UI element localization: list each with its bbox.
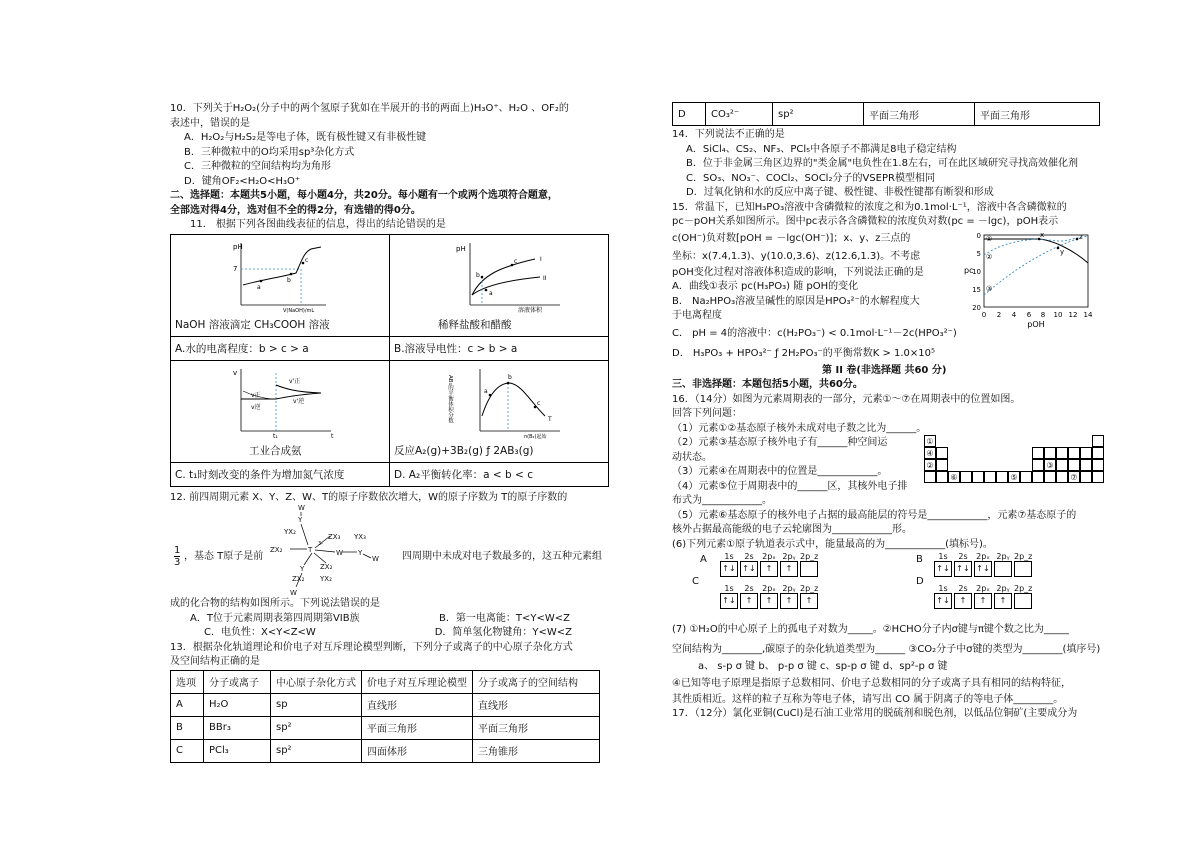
q15-line5: pOH变化过程对溶液体积造成的影响，下列说法正确的是 [672,266,924,278]
q14-option-a: A．SiCl₄、CS₂、NF₃、PCl₅中各原子不都满足8电子稳定结构 [686,143,957,155]
q16-part7e: 其性质相近。这样的粒子互称为等电子体，请写出 CO 属于阴离子的等电子体________。 [672,693,1064,705]
q11d-pt-a: a [484,387,488,395]
q11b-ylabel: pH [456,244,466,253]
q13-th-option: 选项 [171,670,204,693]
periodic-cell [1092,471,1104,483]
periodic-cell: ② [924,459,936,471]
question-14 [672,128,1102,201]
q16-part6: (6)下列元素①原子轨道表示式中，能量最高的为____________(填标号)。 [672,538,993,550]
q15-option-b1: B． Na₂HPO₃溶液呈碱性的原因是HPO₃²⁻的水解程度大 [672,295,920,307]
periodic-cell [1056,471,1068,483]
q10-stem-line1: 10．下列关于H₂O₂(分子中的两个氢原子犹如在半展开的书的两面上)H₃O⁺、H₂O 、OF₂的 [170,103,569,114]
periodic-cell [960,471,972,483]
q15-pt-x: x [1040,230,1045,239]
q11b-pt-a: a [489,289,493,297]
orbital-diagram-b: 1s ↑↓ 2s ↑↓ 2pₓ ↑↓ 2pᵧ 2p_z [934,552,1032,577]
xtick: 10 [1053,310,1063,319]
q11-chart-c [171,361,389,439]
q16-part7d: ④已知等电子原理是指原子总数相同、价电子总数相同的分子或离子具有相同的结构特征， [672,677,1071,689]
question-12 [170,491,600,641]
q11b-pt-b: b [476,271,480,279]
q11-chart-d [390,361,608,439]
xtick: 14 [1083,310,1093,319]
q11a-ylabel: pH [233,242,243,251]
periodic-cell: ④ [924,447,936,459]
q13-cell: BBr₃ [204,716,271,739]
struct-y-low: Y [300,565,305,573]
q15-option-a: A．曲线①表示 pc(H₃PO₃) 随 pOH的变化 [672,281,859,292]
struct-w-mid: W [336,549,343,557]
q13-cell: sp² [271,739,362,762]
q14-option-d: D．过氧化钠和水的反应中离子键、极性键、非极性键都有断裂和形成 [686,187,994,198]
q11-answer-c-cell [171,462,390,486]
q15-curve-1: ① [986,234,993,243]
q11d-pt-c: c [537,399,541,407]
struct-w-bottom: W [290,589,297,597]
periodic-cell: ① [924,435,936,447]
q11-answer-a: A.水的电离程度：b > c > a [175,342,309,355]
ytick: 15 [972,285,981,294]
q13-cell: CO₃²⁻ [706,103,773,126]
q14-option-b: B．位于非金属三角区边界的"类金属"电负性在1.8左右，可在此区域研究寻找高效催化剂 [686,158,1078,169]
q11-answer-c: C. t₁时刻改变的条件为增加氮气浓度 [175,468,345,481]
q11-cell-d [390,360,609,462]
q12-option-a: A．T位于元素周期表第四周期第VIB族 [190,612,360,624]
q15-line3: c(OH⁻)负对数[pOH = －lgc(OH⁻)]；x、y、z三点的 [672,232,911,244]
q13-cell: B [171,716,204,739]
q13-cell: 直线形 [362,693,473,716]
q10-option-a: A．H₂O₂与H₂S₂是等电子体，既有极性键又有非极性键 [184,132,427,143]
q11-cell-c [171,360,390,462]
q15-line4: 坐标：x(7.4,1.3)、y(10.0,3.6)、z(12.6,1.3)。不考虑 [672,250,921,262]
q11a-xlabel: V(NaOH)/mL [283,307,315,313]
left-column [170,102,600,763]
table-row [171,693,600,716]
q11-cell-b [390,234,609,336]
struct-zx2-left: ZX₂ [270,546,283,554]
q12-option-c: C．电负性：X<Y<Z<W [204,627,316,638]
q16-part7a: (7) ①H₂O的中心原子上的孤电子对数为_____。②HCHO分子内σ键与π键个数之比为_____ [672,624,1069,635]
q15-pt-z: z [1079,232,1083,241]
q15-option-c: C． pH = 4的溶液中：c(H₂PO₃⁻) < 0.1mol·L⁻¹－2c(HPO₃²⁻) [672,327,957,339]
struct-zx3: ZX₃ [328,533,341,541]
q12-frac-num: 1 [174,545,181,556]
q13-stem-line2: 及空间结构正确的是 [170,656,260,667]
q12-options-row2 [170,626,572,641]
periodic-cell: ③ [1044,459,1056,471]
q13-th-vsepr: 价电子对互斥理论模型 [362,670,473,693]
periodic-cell [1092,447,1104,459]
ytick: 10 [972,267,981,276]
q12-structure-diagram [270,503,400,597]
question-10 [170,102,600,189]
q15-curve-3: ③ [986,284,993,293]
struct-yx2-low: YX₂ [320,575,332,583]
q13-cell: C [171,739,204,762]
q16-part1: （1）元素①②基态原子核外未成对电子数之比为______。 [672,422,927,434]
q12-mid-a: ，基态 T原子是前 [184,551,264,562]
q11c-ylabel: v [233,368,238,377]
q13-cell: 平面三角形 [975,103,1100,126]
q10-option-c: C．三种微粒的空间结构均为角形 [184,161,331,172]
q16-part7b: 空间结构为________,碳原子的杂化轨道类型为______ ③CO₂分子中σ键的类型为________(填序号) [672,644,1101,655]
part-2-title: 第 II 卷(非选择题 共60 分) [822,364,947,376]
q13-cell: D [673,103,706,126]
table-row [673,103,1100,126]
section-2-heading-line2: 全部选对得4分，选对但不全的得2分，有选错的得0分。 [170,204,421,216]
q11-answer-b: B.溶液导电性：c > b > a [394,342,518,355]
q15-option-d: D． H₃PO₃ + HPO₃²⁻ ƒ 2H₂PO₃⁻的平衡常数K > 1.0×10⁵ [672,347,936,359]
orb-choice-d: D [916,576,924,587]
q16-orbital-options [672,552,1102,616]
xtick: 0 [981,310,987,319]
q10-option-d: D．键角OF₂<H₂O<H₃O⁺ [184,175,301,187]
periodic-cell [1068,459,1080,471]
q15-line2: pc－pOH关系如图所示。图中pc表示各含磷微粒的浓度负对数(pc = －lgc)，pOH表示 [672,216,1059,227]
q11-caption-d: 反应A₂(g)+3B₂(g) ƒ 2AB₃(g) [394,444,534,457]
section-2-heading-line1: 二、选择题：本题共5小题，每小题4分，共20分。每小题有一个或两个选项符合题意， [170,190,558,201]
q11-caption-c: 工业合成氨 [249,444,302,457]
q16-part4a: （4）元素⑤位于周期表中的______区，其核外电子排 [672,480,908,492]
q11a-pt-a: a [257,283,261,291]
q14-stem: 14．下列说法不正确的是 [672,129,785,140]
q11-answer-b-cell [390,336,609,360]
q15-xlabel: pOH [1027,319,1045,329]
q16-line1: 16．（14分）如图为元素周期表的一部分，元素①～⑦在周期表中的位置如图。 [672,393,1021,405]
xtick: 12 [1068,310,1078,319]
q11-stem: 11． 根据下列各图曲线表征的信息，得出的结论错误的是 [190,219,446,230]
ytick: 5 [976,249,981,258]
q11-answer-d: D. A₂平衡转化率：a < b < c [394,468,533,481]
orbital-diagram-d: 1s ↑↓ 2s ↑ 2pₓ ↑ 2pᵧ ↑ 2p_z [934,584,1032,609]
periodic-cell [1032,447,1044,459]
q16-part2a: （2）元素③基态原子核外电子有______种空间运 [672,437,888,448]
q12-stem: 12. 前四周期元素 X、Y、Z、W、T的原子序数依次增大，W的原子序数为 T的原子序数的 [170,491,568,503]
periodic-cell [996,471,1008,483]
table-row [171,716,600,739]
q13-cell: 平面三角形 [362,716,473,739]
periodic-cell [1056,459,1068,471]
q15-line1: 15．常温下，已知H₃PO₃溶液中含磷微粒的浓度之和为0.1mol·L⁻¹，溶液中各含磷微粒的 [672,201,1067,213]
section-3-heading: 三、非选择题：本题包括5小题，共60分。 [672,379,863,390]
struct-yx2-left: YX₂ [284,528,296,536]
q12-mid-b: 四周期中未成对电子数最多的，这五种元素组 [402,551,602,562]
q13-table [170,670,600,763]
q16-part2b: 动状态。 [672,451,712,463]
q11c-curve-3: v正 [251,391,261,399]
q13-cell: sp [271,693,362,716]
q13-stem-line1: 13．根据杂化轨道理论和价电子对互斥理论模型判断，下列分子或离子的中心原子杂化方式 [170,641,573,653]
q15-curve-2: ② [986,252,993,261]
orb-choice-c: C [692,576,699,587]
struct-w-right: W [372,555,379,563]
right-column [672,102,1102,722]
q12-fraction [174,545,180,568]
q11c-curve-1: v'正 [289,377,301,385]
periodic-cell: ⑥ [948,471,960,483]
periodic-cell [1080,471,1092,483]
q11c-curve-4: v逆 [251,403,261,411]
q11-answer-d-cell [390,462,609,486]
periodic-cell [1020,471,1032,483]
periodic-cell [924,471,936,483]
struct-t: T [308,546,313,554]
periodic-cell: ⑤ [1008,471,1020,483]
periodic-cell [1092,459,1104,471]
struct-zx2-low: ZX₂ [320,563,333,571]
q11b-pt-c: c [514,257,518,265]
periodic-cell [1080,459,1092,471]
q13-cell: PCl₃ [204,739,271,762]
q13-cell: 三角锥形 [473,739,600,762]
q11b-xlabel: 溶液体积 [518,306,543,313]
q13-th-hybrid: 中心原子杂化方式 [271,670,362,693]
q15-ylabel: pc [964,265,974,275]
q12-frac-den: 3 [174,557,181,568]
q11-answer-a-cell [171,336,390,360]
periodic-cell [972,471,984,483]
q12-option-d: D．简单氢化物键角：Y<W<Z [434,627,572,638]
q13-th-shape: 分子或离子的空间结构 [473,670,600,693]
periodic-cell [1032,459,1044,471]
question-16 [672,393,1102,708]
q13-cell: H₂O [204,693,271,716]
table-row [171,739,600,762]
periodic-cell [1056,447,1068,459]
question-17-stem: 17．（12分）氯化亚铜(CuCl)是石油工业常用的脱硫剂和脱色剂，以低品位铜矿(主要成分为 [672,708,1078,719]
q11a-pt-c: c [305,256,309,264]
q10-stem-line2: 表述中，错误的是 [170,117,250,129]
xtick: 6 [1026,310,1032,319]
xtick: 8 [1040,310,1046,319]
periodic-cell: ⑦ [1068,471,1080,483]
question-15 [672,201,1102,364]
q11-caption-b: 稀释盐酸和醋酸 [438,318,512,331]
q12-line3: 成的化合物的结构如图所示。下列说法错误的是 [170,598,380,609]
periodic-cell [1044,471,1056,483]
q16-part7c: a、 s-p σ 键 b、 p-p σ 键 c、sp-p σ 键 d、sp²-p σ 键 [698,661,948,672]
orbital-diagram-a: 1s ↑↓ 2s ↑↓ 2pₓ ↑ 2pᵧ ↑ 2p_z [720,552,818,577]
ytick: 20 [972,303,981,312]
struct-y-top: Y [298,516,303,524]
q16-part5a: （5）元素⑥基态原子的核外电子占据的最高能层的符号是____________，元素⑦基态原子的 [672,509,1077,521]
q11c-t1: t₁ [273,432,278,439]
q14-option-c: C．SO₃、NO₃⁻、COCl₂、SOCl₂分子的VSEPR模型相同 [686,172,935,184]
q16-part4b: 布式为____________。 [672,495,772,506]
q11-figure-grid [170,234,609,487]
xtick: 4 [1011,310,1017,319]
q11c-curve-2: v'逆 [293,397,305,405]
q12-structure-row [170,505,600,597]
periodic-cell [1032,471,1044,483]
question-13 [170,641,600,763]
q11b-curve-1: I [540,255,542,263]
xtick: 2 [996,310,1002,319]
q11d-ylabel: AB₃的平衡体积分数 [447,374,453,423]
q11d-xlabel: n(B₂)起始 [524,433,547,439]
q15-pc-poh-chart [962,231,1102,331]
q13-cell: 平面三角形 [473,716,600,739]
q11a-y7: 7 [233,264,238,273]
q11d-pt-b: b [508,373,512,381]
periodic-cell [936,447,948,459]
q13-cell: sp² [773,103,864,126]
q13-cell: A [171,693,204,716]
q12-options-row1 [170,612,570,627]
q11-caption-a: NaOH 溶液滴定 CH₃COOH 溶液 [175,318,330,331]
q11b-curve-2: II [543,274,547,282]
q15-pt-y: y [1060,247,1065,256]
q13-cell: sp² [271,716,362,739]
q13-cell: 直线形 [473,693,600,716]
q11-cell-a [171,234,390,336]
orb-choice-a: A [700,554,707,565]
q16-line2: 回答下列问题： [672,408,742,419]
struct-zx2-low2: ZX₂ [292,575,305,583]
periodic-cell [1044,447,1056,459]
q10-option-b: B．三种微粒中的O均采用sp³杂化方式 [184,146,355,158]
q16-part5b: 核外占据最高能级的电子云轮廓图为____________形。 [672,524,912,535]
q13-cell: 四面体形 [362,739,473,762]
q13-table-continued [672,102,1100,126]
orb-choice-b: B [916,554,923,565]
periodic-cell [1080,447,1092,459]
orbital-diagram-c: 1s ↑↓ 2s ↑ 2pₓ ↑ 2pᵧ ↑ 2p_z ↑ [720,584,818,609]
q13-table-header [171,670,600,693]
periodic-cell [936,471,948,483]
struct-yx3: YX₃ [354,533,366,541]
q11c-xlabel: t [331,432,334,439]
ytick: 0 [976,231,981,240]
q16-periodic-table [924,435,1104,505]
struct-w-top: W [298,504,305,512]
periodic-cell [984,471,996,483]
struct-charge: 3- [318,541,323,547]
q11a-pt-b: b [287,276,291,284]
periodic-cell [1068,447,1080,459]
q15-option-b2: 于电离程度 [672,310,722,321]
q13-th-species: 分子或离子 [204,670,271,693]
q16-part3: （3）元素④在周期表中的位置是____________。 [672,466,888,477]
q13-cell: 平面三角形 [864,103,975,126]
q11d-T: T [548,415,552,423]
periodic-cell [936,459,948,471]
q11-chart-a [171,235,389,313]
q12-option-b: B．第一电离能：T<Y<W<Z [439,612,570,624]
periodic-cell [1092,435,1104,447]
q11-chart-b [390,235,608,313]
struct-y-right: Y [358,549,363,557]
